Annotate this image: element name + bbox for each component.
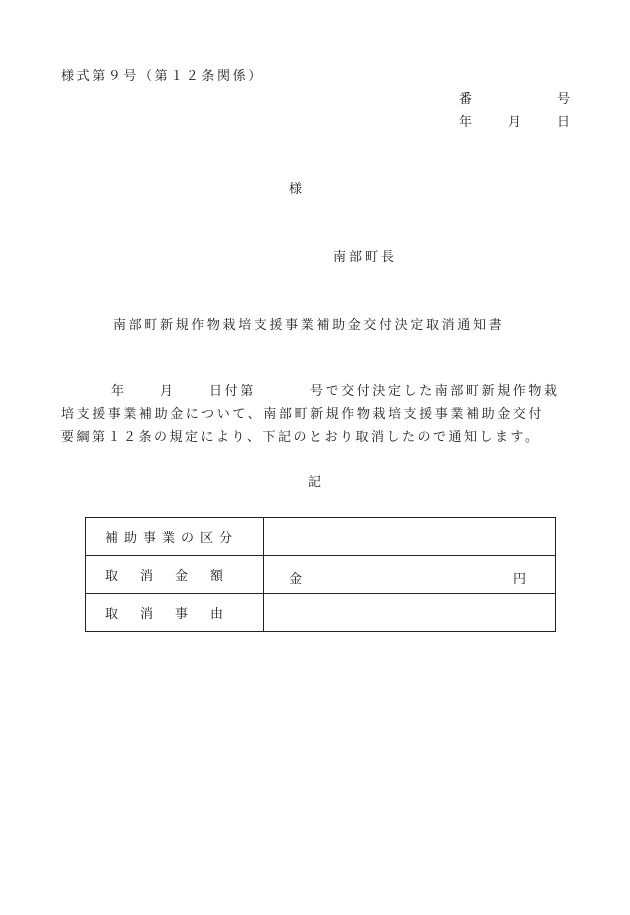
amount-prefix: 金 [289,572,303,587]
row-label-category: 補助事業の区分 [86,518,264,556]
label-char: 額 [209,569,223,584]
table-row [86,556,556,594]
date-year: 年 [459,115,473,130]
row-value-amount [264,556,556,594]
body-month: 月 [160,384,174,399]
label-char: 由 [209,607,223,622]
label-char: 事 [174,607,188,622]
body-day-number: 日付第 [209,384,256,399]
row-label-amount [86,556,264,594]
form-number: 様式第９号（第１２条関係） [61,69,264,84]
body-line3: 要綱第１２条の規定により、下記のとおり取消したので通知します。 [61,430,541,445]
document-title: 南部町新規作物栽培支援事業補助金交付決定取消通知書 [113,318,505,333]
date-month: 月 [508,115,522,130]
row-label-reason [86,594,264,632]
label-char: 取 [105,569,119,584]
addressee-honorific: 様 [289,182,303,197]
label-char: 消 [139,569,153,584]
label-char: 消 [139,607,153,622]
body-line2: 培支援事業補助金について、南部町新規作物栽培支援事業補助金交付 [61,407,545,422]
body-line1-rest: 号で交付決定した南部町新規作物栽 [310,384,560,399]
row-value-category [264,518,556,556]
details-table [85,517,556,632]
amount-currency-unit: 円 [512,572,526,587]
label-char: 取 [105,607,119,622]
body-year: 年 [111,384,125,399]
reference-number-prefix: 番 [459,92,473,107]
table-row [86,518,556,556]
date-day: 日 [557,115,571,130]
label-char: 金 [174,569,188,584]
reference-number-suffix: 号 [557,92,571,107]
sender-name: 南部町長 [333,250,398,265]
row-value-reason [264,594,556,632]
table-row [86,594,556,632]
ki-heading: 記 [308,475,322,490]
